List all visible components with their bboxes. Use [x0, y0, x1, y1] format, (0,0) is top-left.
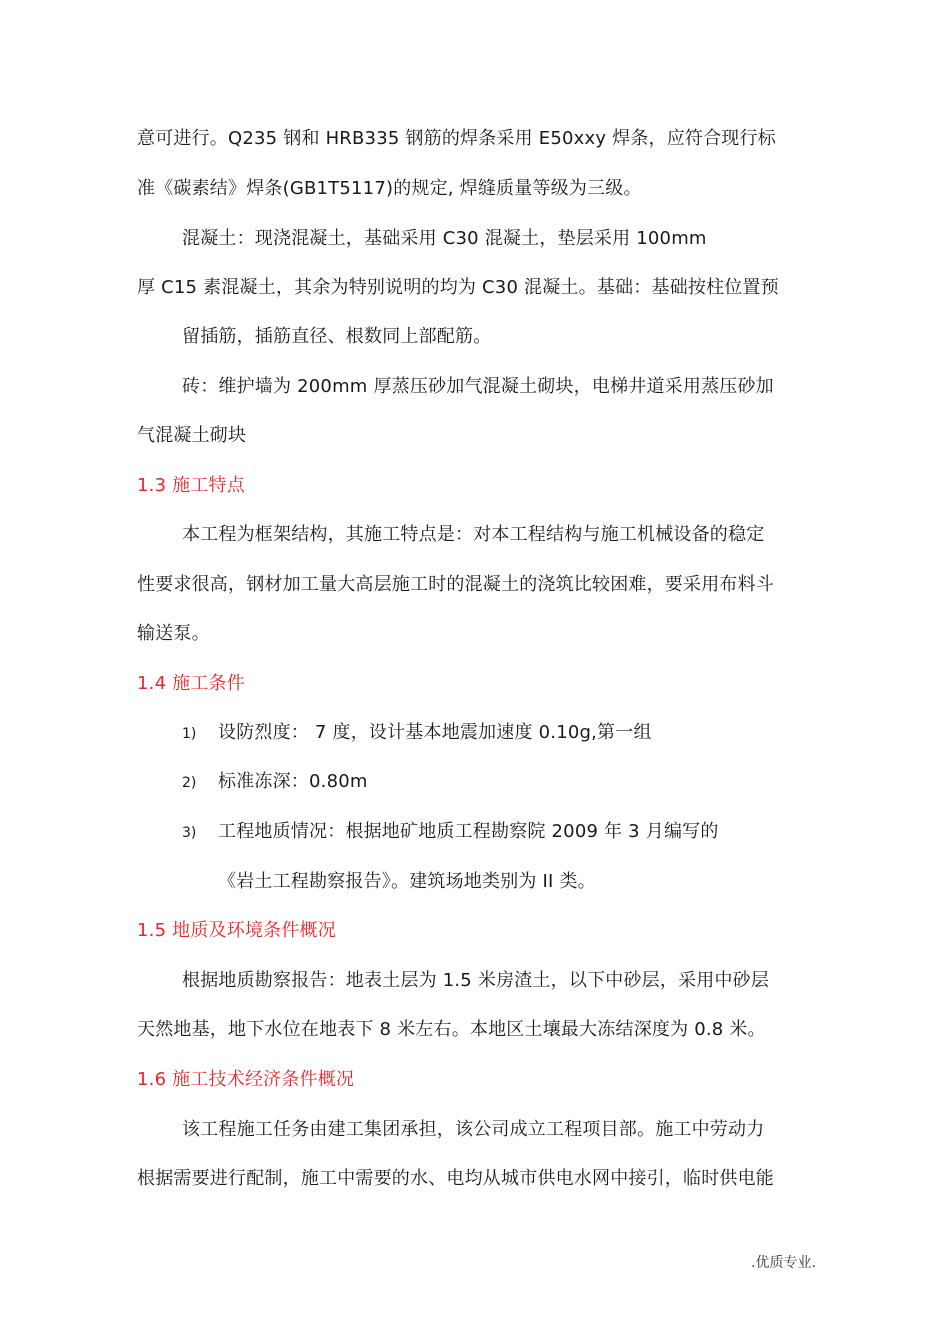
- list-item-text: 标准冻深：0.80m: [218, 771, 368, 792]
- section-heading: 1.4 施工条件: [137, 673, 245, 694]
- paragraph-line: 天然地基，地下水位在地表下 8 米左右。本地区土壤最大冻结深度为 0.8 米。: [137, 1019, 766, 1040]
- paragraph-line: 意可进行。Q235 钢和 HRB335 钢筋的焊条采用 E50xxy 焊条，应符合现行标: [137, 128, 776, 149]
- paragraph-line: 留插筋，插筋直径、根数同上部配筋。: [182, 326, 492, 347]
- paragraph-line: 输送泵。: [137, 623, 210, 644]
- section-heading: 1.3 施工特点: [137, 475, 245, 496]
- section-heading: 1.5 地质及环境条件概况: [137, 920, 336, 941]
- paragraph-line: 厚 C15 素混凝土，其余为特别说明的均为 C30 混凝土。基础：基础按柱位置预: [137, 277, 779, 298]
- paragraph-line: 本工程为框架结构，其施工特点是：对本工程结构与施工机械设备的稳定: [182, 524, 765, 545]
- paragraph-line: 混凝土：现浇混凝土，基础采用 C30 混凝土，垫层采用 100mm: [182, 228, 707, 249]
- paragraph-line: 准《碳素结》焊条(GB1T5117)的规定, 焊缝质量等级为三级。: [137, 178, 642, 199]
- list-item-text: 工程地质情况：根据地矿地质工程勘察院 2009 年 3 月编写的: [218, 821, 719, 842]
- paragraph-line: 砖：维护墙为 200mm 厚蒸压砂加气混凝土砌块，电梯井道采用蒸压砂加: [182, 376, 774, 397]
- paragraph-line: 气混凝土砌块: [137, 425, 247, 446]
- list-number: 3): [182, 825, 197, 841]
- list-item-text: 设防烈度： 7 度，设计基本地震加速度 0.10g,第一组: [218, 722, 652, 743]
- paragraph-line: 根据需要进行配制，施工中需要的水、电均从城市供电水网中接引，临时供电能: [137, 1168, 774, 1189]
- list-number: 1): [182, 726, 197, 742]
- list-item-continuation: 《岩土工程勘察报告》。建筑场地类别为 II 类。: [218, 871, 596, 892]
- paragraph-line: 性要求很高，钢材加工量大高层施工时的混凝土的浇筑比较困难，要采用布料斗: [137, 574, 774, 595]
- section-heading: 1.6 施工技术经济条件概况: [137, 1069, 355, 1090]
- paragraph-line: 根据地质勘察报告：地表土层为 1.5 米房渣土，以下中砂层，采用中砂层: [182, 970, 770, 991]
- page-footer: .优质专业.: [751, 1255, 816, 1271]
- paragraph-line: 该工程施工任务由建工集团承担，该公司成立工程项目部。施工中劳动力: [182, 1119, 765, 1140]
- list-number: 2): [182, 775, 197, 791]
